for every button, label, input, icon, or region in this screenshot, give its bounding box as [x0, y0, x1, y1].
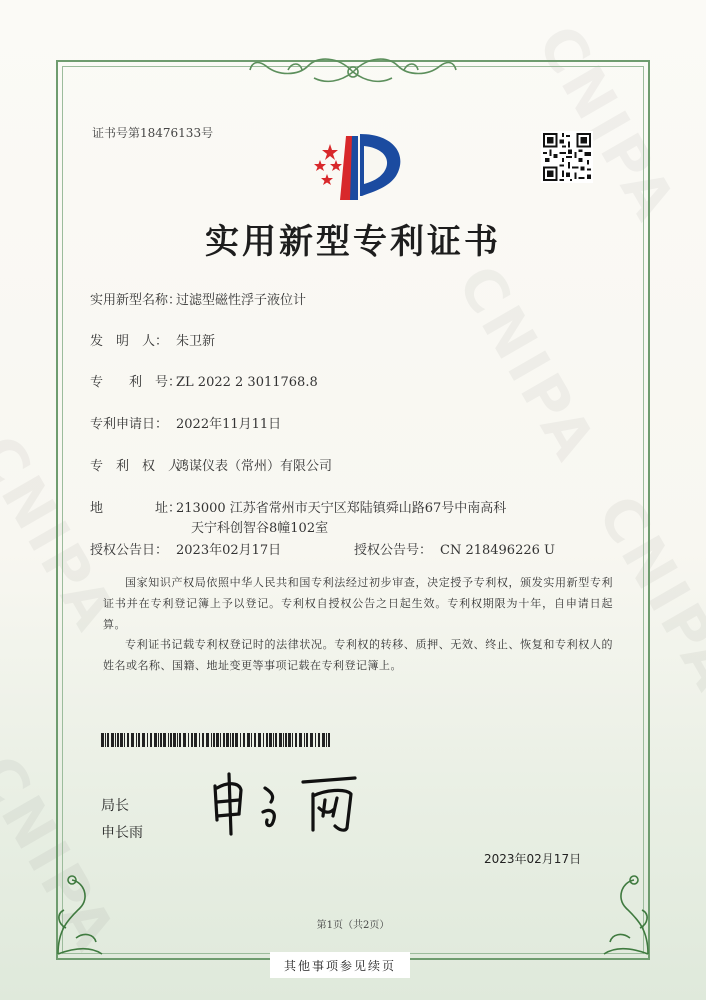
barcode-bar [254, 733, 256, 747]
barcode-bar [328, 733, 330, 747]
barcode-bar [142, 733, 145, 747]
barcode-bar [232, 733, 234, 747]
barcode-bar [194, 733, 197, 747]
continue-note-text: 其他事项参见续页 [283, 958, 396, 973]
field-value: 过滤型磁性浮子液位计 [176, 293, 307, 308]
barcode-bar [120, 733, 123, 747]
barcode-bar [183, 733, 186, 747]
barcode-bar [288, 733, 291, 747]
barcode-bar [243, 733, 245, 747]
barcode-bar [266, 733, 268, 747]
field-inventor [90, 330, 215, 349]
barcode-bar [147, 733, 148, 747]
barcode-bar [173, 733, 176, 747]
barcode-bar [168, 733, 169, 747]
field-label: 授权公告日： [90, 543, 169, 558]
field-value: 朱卫新 [176, 334, 216, 349]
barcode-bar [283, 733, 284, 747]
barcode-bar [322, 733, 325, 747]
barcode-bar [279, 733, 282, 747]
qr-code-icon [541, 131, 593, 183]
field-label: 发 明 人： [90, 334, 169, 349]
barcode-bar [199, 733, 200, 747]
cnipa-logo-icon [300, 126, 410, 206]
barcode-bar [306, 733, 308, 747]
barcode-bar [115, 733, 116, 747]
corner-ornament-icon [50, 868, 110, 958]
field-address [90, 497, 506, 516]
barcode-bar [150, 733, 152, 747]
director-name: 申长雨 [101, 825, 143, 841]
barcode-bar [213, 733, 215, 747]
barcode-bar [318, 733, 320, 747]
barcode-bar [163, 733, 166, 747]
field-utility-name [90, 289, 306, 308]
barcode-bar [273, 733, 274, 747]
field-grant-number [354, 539, 555, 558]
field-grant-date [90, 539, 281, 558]
barcode-bar [240, 733, 241, 747]
barcode-bar [285, 733, 287, 747]
barcode-bar [105, 733, 106, 747]
barcode-bar [179, 733, 181, 747]
barcode-bar [136, 733, 137, 747]
issue-date: 2023年02月17日 [484, 852, 582, 866]
field-address-line2: 天宁科创智谷8幢102室 [191, 521, 329, 536]
barcode-bar [226, 733, 229, 747]
barcode-bar [154, 733, 157, 747]
field-label: 授权公告号： [354, 543, 433, 558]
barcode-bar [206, 733, 209, 747]
field-value: 2023年02月17日 [176, 543, 282, 558]
barcode-bar [220, 733, 221, 747]
director-title: 局长 [101, 798, 129, 814]
corner-ornament-icon [596, 868, 656, 958]
barcode-bar [223, 733, 225, 747]
barcode-bar [170, 733, 172, 747]
field-value: ZL 2022 2 3011768.8 [176, 375, 318, 390]
barcode-bar [138, 733, 140, 747]
barcode-bar [177, 733, 178, 747]
handwritten-signature-icon [205, 768, 380, 840]
barcode-bar [127, 733, 129, 747]
barcode-bar [235, 733, 238, 747]
barcode-bar [160, 733, 162, 747]
barcode-bar [251, 733, 252, 747]
field-filing-date [90, 413, 281, 432]
barcode-bar [315, 733, 316, 747]
barcode-bar [101, 733, 104, 747]
barcode-bar [304, 733, 305, 747]
certificate-number: 证书号第18476133号 [92, 126, 214, 140]
barcode-bar [131, 733, 134, 747]
field-label: 专 利 权 人： [90, 459, 195, 474]
certificate-title: 实用新型专利证书 [205, 222, 501, 262]
barcode-bar [117, 733, 119, 747]
barcode-bar [191, 733, 193, 747]
barcode-bar [247, 733, 250, 747]
barcode-bar [111, 733, 114, 747]
barcode-bar [258, 733, 261, 747]
barcode-bar [295, 733, 297, 747]
field-value: 2022年11月11日 [176, 417, 282, 432]
barcode-bar [263, 733, 264, 747]
certificate-statement: 国家知识产权局依照中华人民共和国专利法经过初步审查，决定授予专利权，颁发实用新型专利证书并在专利登记簿上予以登记。专利权自授权公告之日起生效。专利权期限为十年，自申请日起算。 [103, 576, 613, 631]
top-ornament-icon [248, 52, 458, 92]
legal-status-note: 专利证书记载专利权登记时的法律状况。专利权的转移、质押、无效、终止、恢复和专利权人的姓名或名称、国籍、地址变更等事项记载在专利登记簿上。 [103, 638, 613, 672]
barcode-bar [188, 733, 189, 747]
barcode-bar [292, 733, 293, 747]
field-label: 专 利 号： [90, 375, 182, 390]
barcode-bar [216, 733, 219, 747]
barcode-bar [107, 733, 109, 747]
barcode-bar [269, 733, 272, 747]
field-label: 实用新型名称： [90, 293, 182, 308]
field-patentee [90, 455, 332, 474]
barcode-bar [158, 733, 159, 747]
barcode-icon [101, 733, 331, 747]
barcode-bar [299, 733, 302, 747]
field-label: 地 址： [90, 501, 182, 516]
continue-note [270, 952, 410, 978]
barcode-bar [326, 733, 327, 747]
barcode-bar [202, 733, 204, 747]
barcode-bar [211, 733, 212, 747]
field-label: 专利申请日： [90, 417, 169, 432]
barcode-bar [124, 733, 125, 747]
barcode-bar [230, 733, 231, 747]
field-patent-number [90, 371, 318, 390]
page-indicator: 第1页（共2页） [316, 920, 390, 931]
barcode-bar [275, 733, 277, 747]
barcode-bar [310, 733, 313, 747]
field-value: 鸿谋仪表（常州）有限公司 [176, 459, 333, 474]
field-value: CN 218496226 U [440, 543, 555, 558]
field-value: 213000 江苏省常州市天宁区郑陆镇舜山路67号中南高科 [176, 501, 507, 516]
